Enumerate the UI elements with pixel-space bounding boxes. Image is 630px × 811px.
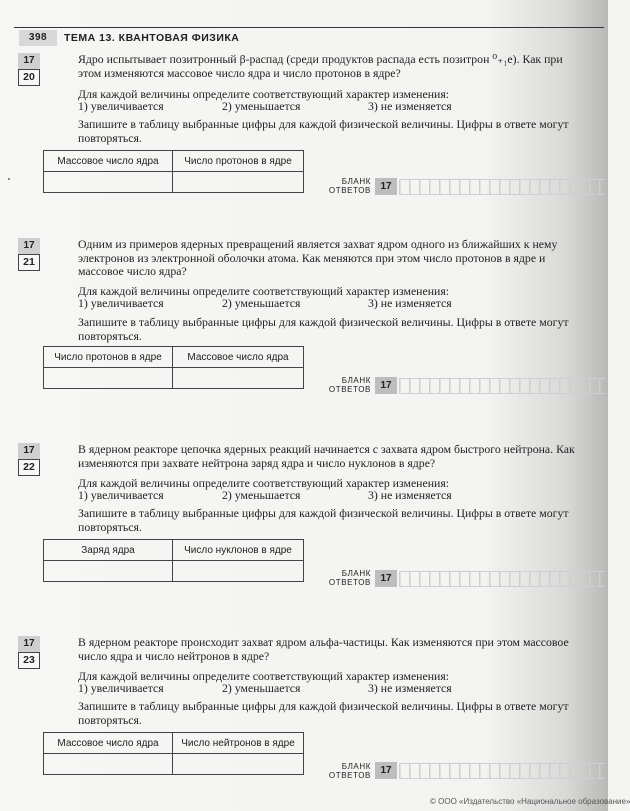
task-badge bbox=[18, 53, 40, 87]
column-header: Массовое число ядра bbox=[44, 151, 173, 172]
option-2: 2) уменьшается bbox=[222, 488, 301, 502]
task-badge-top: 17 bbox=[18, 443, 40, 459]
instruction-text: Для каждой величины определите соответствующий характер изменения: bbox=[78, 284, 450, 298]
column-header: Число протонов в ядре bbox=[44, 347, 173, 368]
answer-sheet-field[interactable] bbox=[375, 377, 605, 394]
instruction-text: Для каждой величины определите соответствующий характер изменения: bbox=[78, 476, 450, 490]
instruction-text: Для каждой величины определите соответствующий характер изменения: bbox=[78, 87, 450, 101]
answer-cells[interactable] bbox=[399, 571, 605, 587]
column-header: Число нейтронов в ядре bbox=[173, 733, 304, 754]
answer-number: 17 bbox=[375, 178, 397, 195]
answer-sheet-field[interactable] bbox=[375, 570, 605, 587]
answer-cells[interactable] bbox=[399, 179, 605, 195]
task-badge bbox=[18, 238, 40, 272]
answers-label: ОТВЕТОВ bbox=[328, 578, 371, 587]
blank-label: БЛАНК bbox=[341, 177, 371, 186]
answer-cell[interactable] bbox=[173, 368, 304, 389]
task-badge-top: 17 bbox=[18, 53, 40, 69]
column-header: Массовое число ядра bbox=[44, 733, 173, 754]
answer-sheet-field[interactable] bbox=[375, 178, 605, 195]
task-badge bbox=[18, 443, 40, 477]
answer-cell[interactable] bbox=[44, 172, 173, 193]
page-header bbox=[0, 0, 608, 44]
question-text: В ядерном реакторе цепочка ядерных реакций начинается с захвата ядром быстрого нейтрона. Как изменяются при захвате нейтрона заряд ядра и число нуклонов в ядре? bbox=[78, 442, 575, 470]
write-instruction: Запишите в таблицу выбранные цифры для каждой физической величины. Цифры в ответе могут повторяться. bbox=[78, 117, 569, 145]
option-3: 3) не изменяется bbox=[368, 488, 452, 502]
page-number: 398 bbox=[19, 30, 57, 46]
answer-sheet-label bbox=[327, 569, 371, 587]
answer-sheet-label bbox=[327, 376, 371, 394]
speck bbox=[8, 178, 10, 180]
column-header: Число протонов в ядре bbox=[173, 151, 304, 172]
option-3: 3) не изменяется bbox=[368, 99, 452, 113]
answer-number: 17 bbox=[375, 570, 397, 587]
column-header: Число нуклонов в ядре bbox=[173, 540, 304, 561]
answers-label: ОТВЕТОВ bbox=[328, 385, 371, 394]
task-badge-number: 22 bbox=[18, 459, 40, 476]
answer-number: 17 bbox=[375, 762, 397, 779]
blank-label: БЛАНК bbox=[341, 376, 371, 385]
option-3: 3) не изменяется bbox=[368, 296, 452, 310]
answer-sheet-field[interactable] bbox=[375, 762, 605, 779]
option-1: 1) увеличивается bbox=[78, 681, 164, 695]
answer-cell[interactable] bbox=[173, 561, 304, 582]
question-text: Ядро испытывает позитронный β-распад (среди продуктов распада есть позитрон ⁰₊₁e). Как при этом изменяются массовое число ядра и число протонов в ядре? bbox=[78, 52, 563, 80]
answer-sheet-label bbox=[327, 177, 371, 195]
publisher-footer: © ООО «Издательство «Национальное образование» bbox=[430, 797, 630, 806]
answer-table bbox=[43, 150, 304, 193]
blank-label: БЛАНК bbox=[341, 762, 371, 771]
answers-label: ОТВЕТОВ bbox=[328, 771, 371, 780]
answer-table bbox=[43, 346, 304, 389]
topic-title: ТЕМА 13. КВАНТОВАЯ ФИЗИКА bbox=[64, 32, 240, 44]
answer-cell[interactable] bbox=[173, 754, 304, 775]
write-instruction: Запишите в таблицу выбранные цифры для каждой физической величины. Цифры в ответе могут повторяться. bbox=[78, 315, 569, 343]
column-header: Массовое число ядра bbox=[173, 347, 304, 368]
question-text: Одним из примеров ядерных превращений является захват ядром одного из ближайших к нему электронов из электронной оболочки атома. Как меняются при этом число протонов в ядре и массовое число ядра? bbox=[78, 237, 558, 278]
answer-cell[interactable] bbox=[173, 172, 304, 193]
answer-cell[interactable] bbox=[44, 754, 173, 775]
task-badge-number: 20 bbox=[18, 69, 40, 86]
task-badge bbox=[18, 636, 40, 670]
blank-label: БЛАНК bbox=[341, 569, 371, 578]
option-3: 3) не изменяется bbox=[368, 681, 452, 695]
question-text: В ядерном реакторе происходит захват ядром альфа-частицы. Как изменяются при этом массовое число ядра и число нейтронов в ядре? bbox=[78, 635, 569, 663]
answer-cells[interactable] bbox=[399, 378, 605, 394]
instruction-text: Для каждой величины определите соответствующий характер изменения: bbox=[78, 669, 450, 683]
column-header: Заряд ядра bbox=[44, 540, 173, 561]
option-2: 2) уменьшается bbox=[222, 99, 301, 113]
task-badge-top: 17 bbox=[18, 636, 40, 652]
write-instruction: Запишите в таблицу выбранные цифры для каждой физической величины. Цифры в ответе могут повторяться. bbox=[78, 506, 569, 534]
task-badge-number: 21 bbox=[18, 254, 40, 271]
task-badge-top: 17 bbox=[18, 238, 40, 254]
answer-table bbox=[43, 732, 304, 775]
option-1: 1) увеличивается bbox=[78, 296, 164, 310]
task-badge-number: 23 bbox=[18, 652, 40, 669]
option-1: 1) увеличивается bbox=[78, 488, 164, 502]
answer-sheet-label bbox=[327, 762, 371, 780]
answer-number: 17 bbox=[375, 377, 397, 394]
header-rule bbox=[14, 27, 604, 28]
option-2: 2) уменьшается bbox=[222, 681, 301, 695]
answer-table bbox=[43, 539, 304, 582]
answer-cell[interactable] bbox=[44, 368, 173, 389]
option-1: 1) увеличивается bbox=[78, 99, 164, 113]
answer-cell[interactable] bbox=[44, 561, 173, 582]
answers-label: ОТВЕТОВ bbox=[328, 186, 371, 195]
write-instruction: Запишите в таблицу выбранные цифры для каждой физической величины. Цифры в ответе могут повторяться. bbox=[78, 699, 569, 727]
answer-cells[interactable] bbox=[399, 763, 605, 779]
option-2: 2) уменьшается bbox=[222, 296, 301, 310]
